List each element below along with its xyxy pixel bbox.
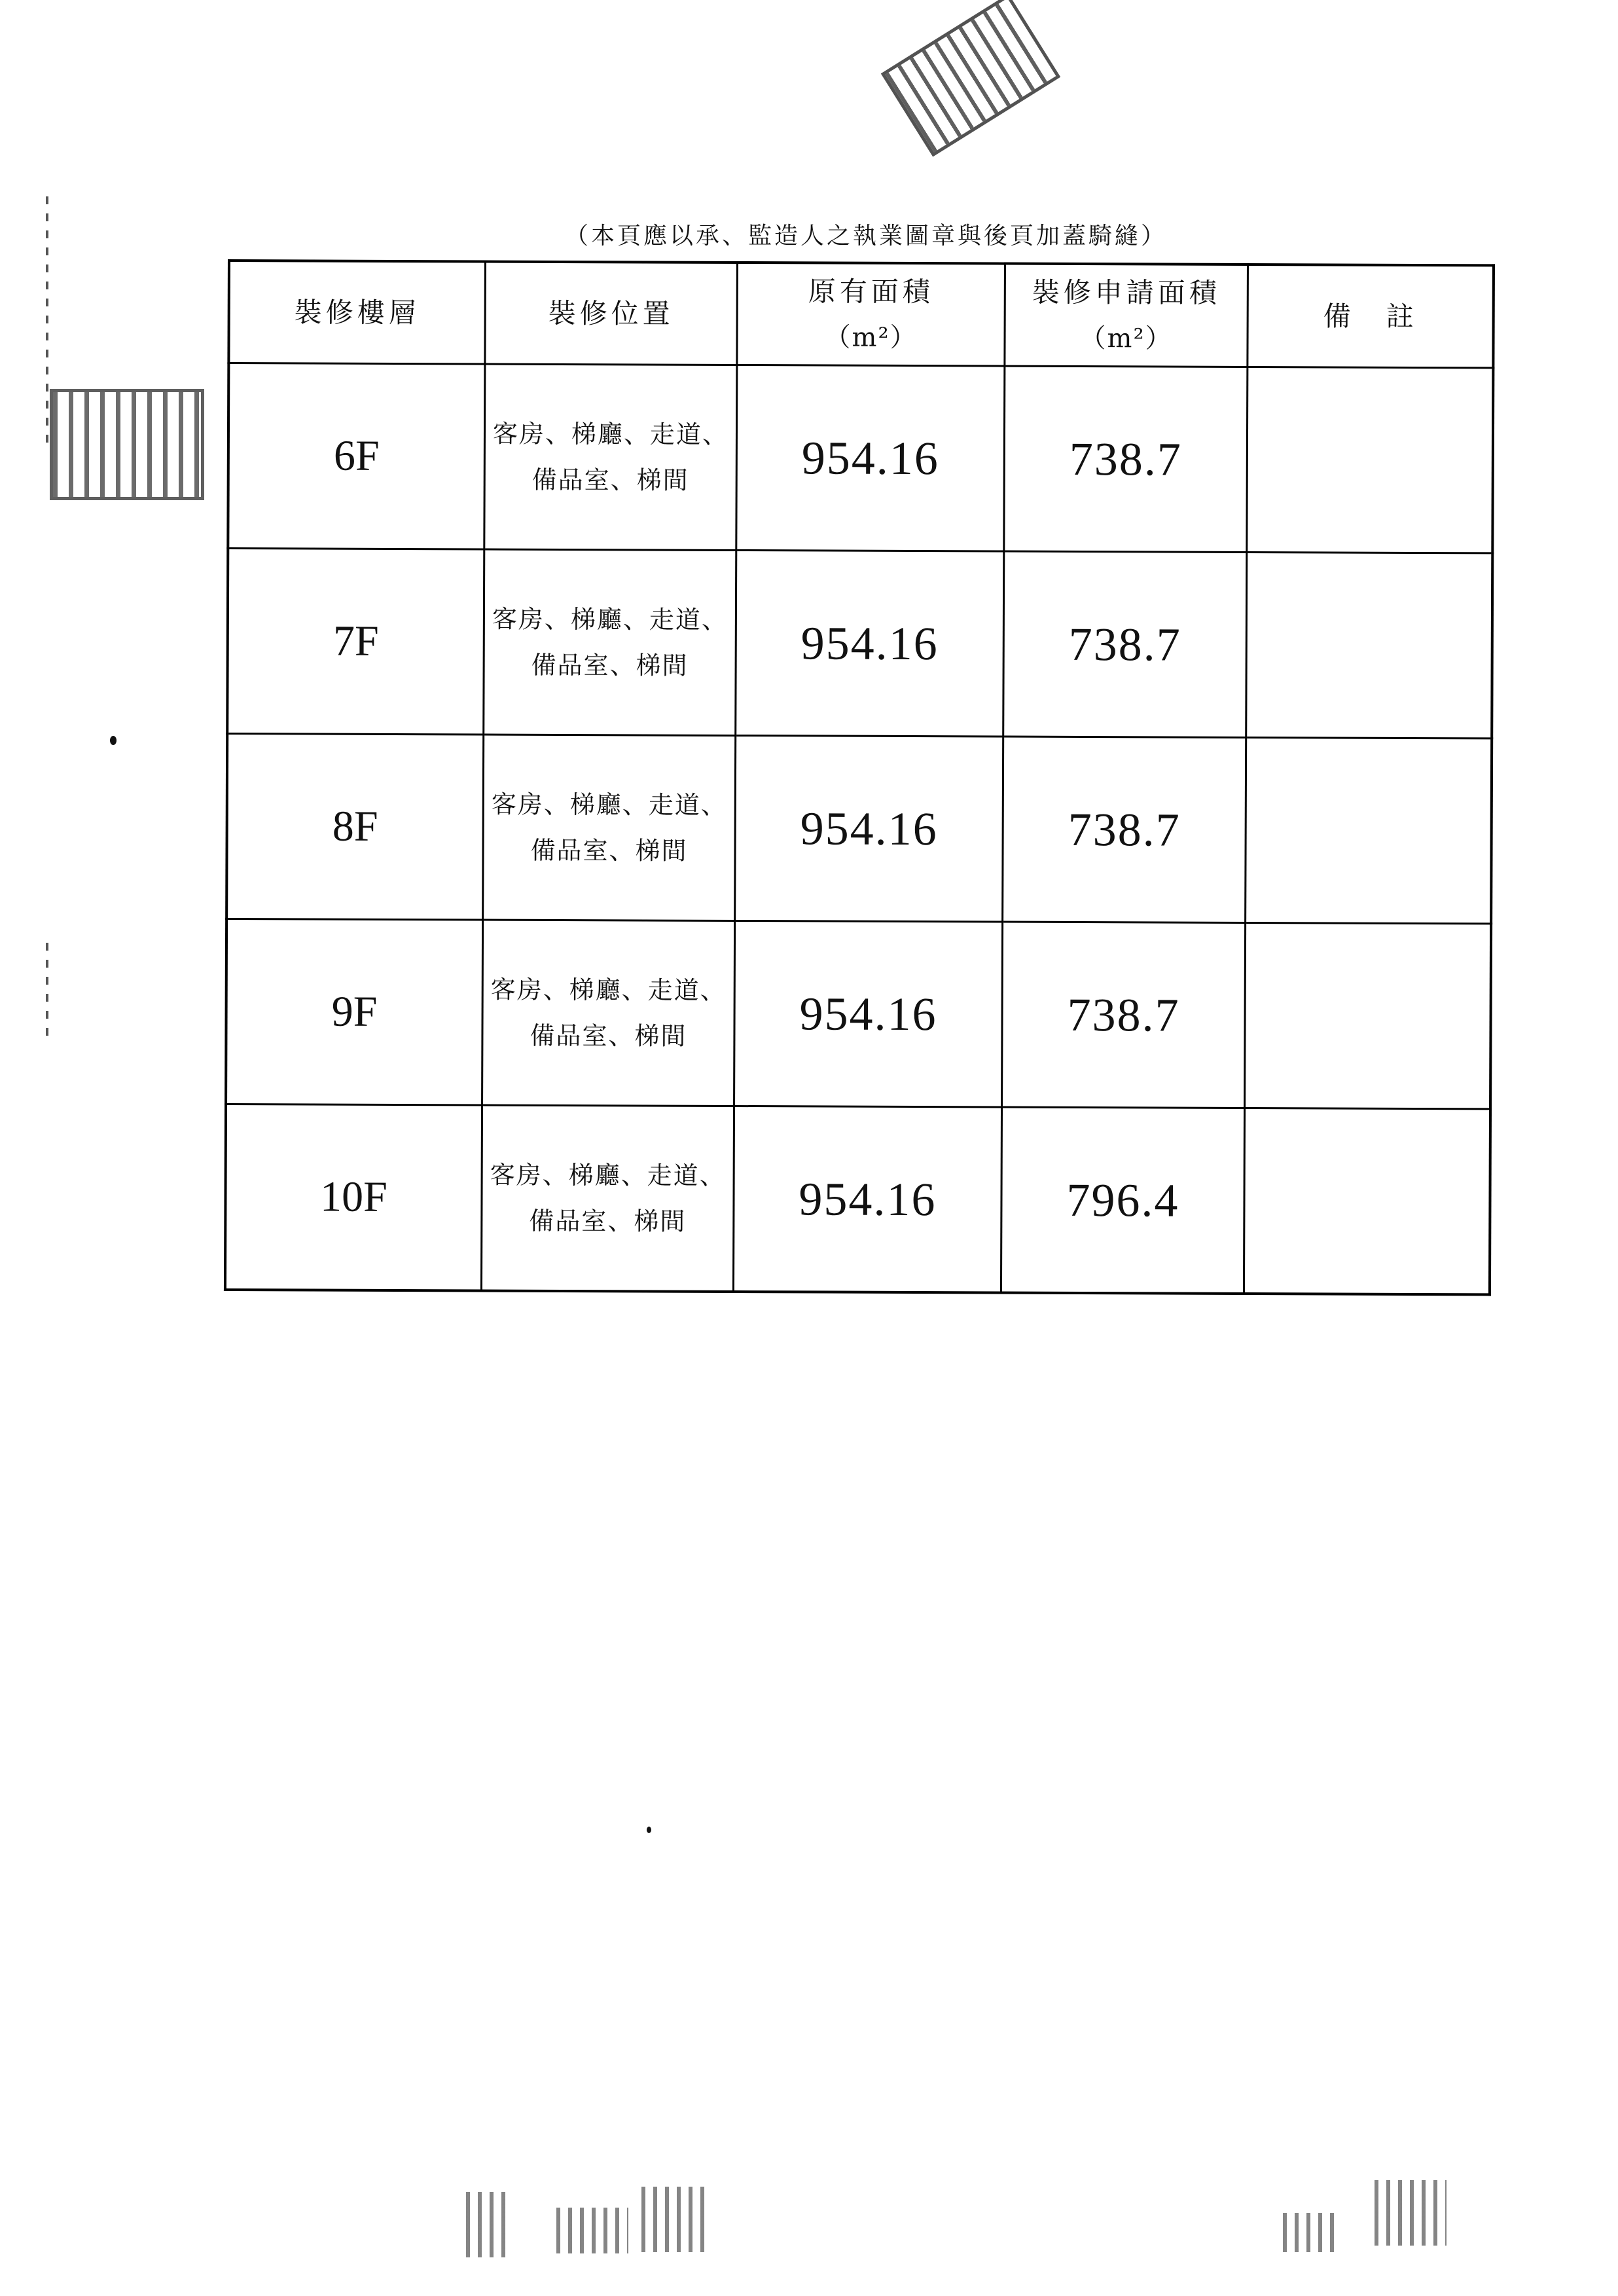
- applied-area-cell: 738.7: [1003, 551, 1247, 738]
- original-area-cell: 954.16: [734, 921, 1003, 1108]
- position-line: 備品室、梯間: [531, 465, 689, 495]
- original-area-label: 原有面積: [808, 274, 934, 308]
- position-line: 備品室、梯間: [530, 1021, 687, 1051]
- remarks-cell: [1247, 367, 1494, 554]
- table-header-row: [228, 261, 1494, 368]
- seal-stamp: [881, 0, 1061, 157]
- table-row: [228, 363, 1493, 553]
- position-cell: [481, 1105, 734, 1292]
- floor-cell: 9F: [226, 919, 483, 1106]
- floor-cell: 6F: [228, 363, 485, 550]
- position-line: 備品室、梯間: [529, 1206, 687, 1236]
- position-cell: [484, 549, 736, 736]
- original-area-cell: 954.16: [736, 551, 1004, 737]
- table-row: [227, 549, 1492, 738]
- seam-stamp: [466, 2192, 505, 2257]
- binding-marks: [46, 943, 48, 1041]
- applied-area-cell: 738.7: [1002, 922, 1246, 1108]
- ink-speck: [110, 736, 117, 745]
- applied-area-cell: 738.7: [1003, 737, 1246, 923]
- position-header: 裝修位置: [485, 262, 738, 365]
- floor-header: 裝修樓層: [228, 261, 485, 364]
- table-row: [226, 734, 1492, 924]
- original-area-cell: 954.16: [733, 1106, 1001, 1293]
- position-line: 客房、梯廳、走道、: [490, 975, 727, 1006]
- position-line: 客房、梯廳、走道、: [492, 604, 728, 635]
- position-line: 客房、梯廳、走道、: [492, 419, 729, 450]
- remarks-cell: [1246, 553, 1493, 739]
- seal-stamp: [50, 389, 204, 500]
- position-line: 客房、梯廳、走道、: [490, 1160, 726, 1191]
- remarks-header: 備 註: [1248, 264, 1494, 368]
- seam-stamp: [641, 2187, 707, 2252]
- seam-stamp: [556, 2208, 628, 2253]
- applied-area-header: [1005, 264, 1248, 367]
- floor-cell: 7F: [227, 549, 484, 735]
- seam-stamp: [1283, 2213, 1335, 2252]
- table-row: [225, 1104, 1490, 1295]
- original-area-unit: （m²）: [824, 322, 918, 353]
- position-line: 客房、梯廳、走道、: [491, 790, 727, 820]
- position-line: 備品室、梯間: [531, 650, 689, 680]
- remarks-cell: [1244, 1108, 1490, 1295]
- applied-area-cell: 796.4: [1001, 1107, 1244, 1294]
- floor-cell: 10F: [225, 1104, 482, 1291]
- ink-speck: [647, 1827, 651, 1833]
- position-line: 備品室、梯間: [530, 836, 688, 866]
- floor-cell: 8F: [226, 734, 484, 920]
- applied-area-cell: 738.7: [1004, 366, 1248, 553]
- original-area-cell: 954.16: [736, 365, 1005, 552]
- remarks-cell: [1246, 738, 1492, 924]
- applied-area-unit: （m²）: [1079, 323, 1173, 354]
- seam-stamp: [1375, 2180, 1447, 2246]
- position-cell: [482, 920, 735, 1106]
- table-row: [226, 919, 1491, 1109]
- area-table: [224, 259, 1495, 1296]
- position-cell: [484, 364, 737, 551]
- remarks-cell: [1245, 923, 1492, 1110]
- position-cell: [483, 735, 736, 921]
- original-area-cell: 954.16: [735, 736, 1003, 922]
- applied-area-label: 裝修申請面積: [1032, 276, 1221, 309]
- seal-note: （本頁應以承、監造人之執業圖章與後頁加蓋騎縫）: [564, 223, 1167, 249]
- original-area-header: [737, 263, 1005, 366]
- binding-marks: [46, 196, 48, 445]
